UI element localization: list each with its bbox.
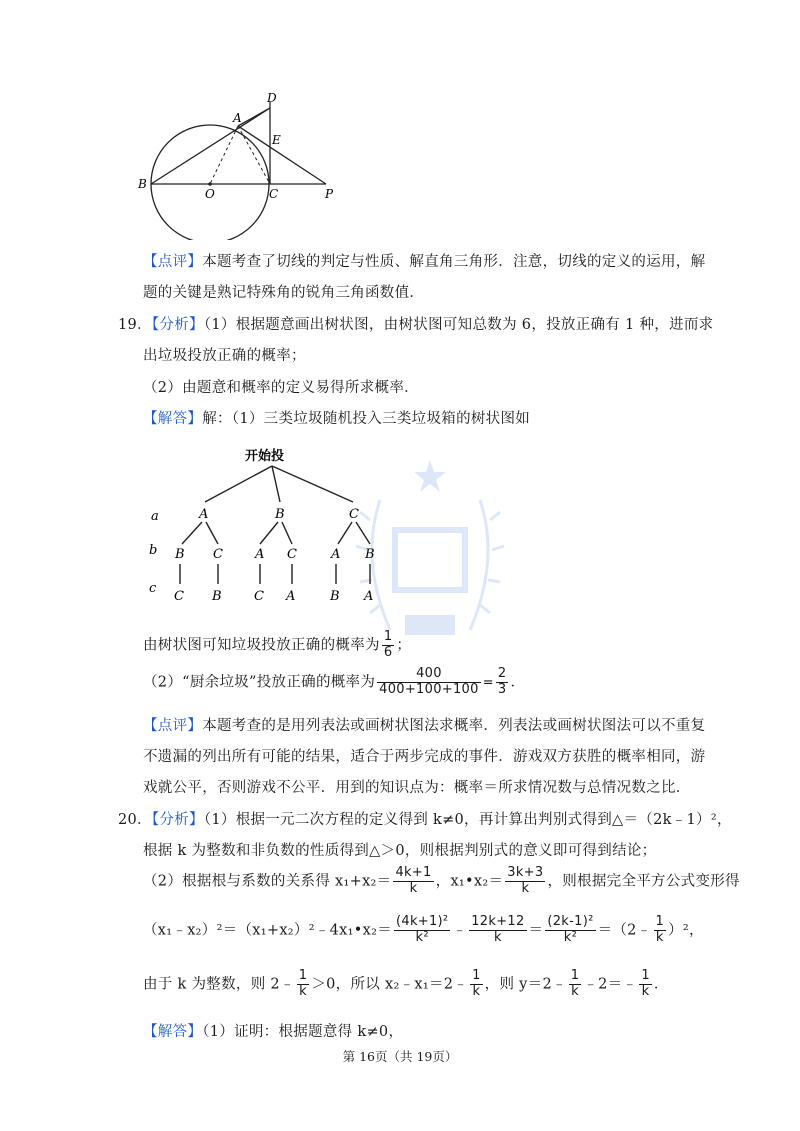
answer-tag: 【解答】 [143,411,203,427]
fraction: $\frac{1}{6}$ [383,629,393,660]
q20-analysis-line3: （2）根据根与系数的关系得 x₁+x₂＝ $\frac{4k+1}{k}$ ，x₁•x₂＝ $\frac{3k+3}{k}$ ，则根据完全平方公式变形得 [143,865,740,896]
fraction: $\frac{1}{k}$ [298,968,308,999]
tree-l2-node: A [255,547,265,562]
review-tag: 【点评】 [143,254,203,270]
fraction: $\frac{\text{(4k+1)²}}{\text{k²}}$ [396,914,449,945]
analysis-tag: 【分析】 [151,317,204,333]
tree-l3-node: B [330,589,340,604]
label-C: C [269,187,279,201]
tree-l3-node: B [212,589,222,604]
q19-review-line1: 【点评】本题考查的是用列表法或画树状图法求概率．列表法或画树状图法可以不重复 [143,718,706,734]
analysis-tag: 【分析】 [151,812,204,828]
tree-diagram [140,440,400,610]
tree-root: 开始投 [245,449,285,464]
q19-part2-line: （2）“厨余垃圾”投放正确的概率为 $\frac{400}{400+100+100}$ = $\frac{2}{3}$ ． [143,666,526,697]
q19-result-line: 由树状图可知垃圾投放正确的概率为 $\frac{1}{6}$ ； [143,629,412,660]
fraction: $\frac{1}{k}$ [655,914,665,945]
label-B: B [138,177,147,191]
label-A: A [233,111,242,125]
tree-l3-node: C [254,589,264,604]
tree-l2-node: B [175,547,185,562]
tree-l3-node: A [364,589,374,604]
label-E: E [272,133,281,147]
q18-review-line2: 题的关键是熟记特殊角的锐角三角函数值． [143,285,425,301]
page-footer: 第 16页（共 19页） [342,1049,458,1064]
fraction: $\frac{12k+12}{k}$ [471,914,525,945]
label-D: D [267,91,277,105]
tree-l2-node: A [331,547,341,562]
fraction: $\frac{1}{k}$ [570,968,580,999]
question-number: 19． [118,317,152,333]
q19-analysis-line1: 19．【分析】（1）根据题意画出树状图，由树状图可知总数为 6，投放正确有 1 种，进而求 [118,317,714,333]
tree-l1-node: A [199,507,209,522]
fraction: $\frac{\text{(2k-1)²}}{\text{k²}}$ [547,914,594,945]
tree-l2-node: C [287,547,297,562]
answer-tag: 【解答】 [143,1024,203,1040]
q20-analysis-line5: 由于 k 为整数，则 2﹣ $\frac{1}{k}$ ＞0，所以 x₂﹣x₁＝2﹣ $\frac{1}{k}$ ，则 y＝2﹣ $\frac{1}{k}$ ﹣2＝﹣ $\frac{1}{k}$ ． [143,968,669,999]
label-O: O [205,187,215,201]
q19-analysis-line3: （2）由题意和概率的定义易得所求概率． [143,380,419,396]
tree-l3-node: A [286,589,296,604]
fraction: $\frac{4k+1}{k}$ [395,865,432,896]
q19-answer-line1: 【解答】解：（1）三类垃圾随机投入三类垃圾箱的树状图如 [143,411,531,427]
q19-review-line2: 不遗漏的列出所有可能的结果，适合于两步完成的事件．游戏双方获胜的概率相同，游 [143,749,706,765]
label-P: P [325,187,334,201]
tree-l3-node: C [174,589,184,604]
q20-analysis-line4: （x₁﹣x₂）²＝（x₁+x₂）²﹣4x₁•x₂＝ $\frac{\text{(4k+1)²}}{\text{k²}}$ ﹣ $\frac{12k+12}{k}$ ＝ $\frac{\text{(2k-1)²}}{\text{k²}}$ ＝（2﹣ $\frac{1}{k}$ ）²， [143,914,704,945]
tree-l1-node: C [349,507,359,522]
q20-analysis-line1: 20．【分析】（1）根据一元二次方程的定义得到 k≠0，再计算出判别式得到△＝（2k﹣1）²， [118,812,732,828]
tree-l2-node: C [213,547,223,562]
q20-analysis-line2: 根据 k 为整数和非负数的性质得到△＞0，则根据判别式的意义即可得到结论； [143,843,657,859]
fraction: $\frac{1}{k}$ [641,968,650,999]
review-tag: 【点评】 [143,718,203,734]
fraction: $\frac{2}{3}$ [497,666,507,697]
question-number: 20． [118,812,152,828]
fraction: $\frac{3k+3}{k}$ [507,865,544,896]
tree-l2-node: B [365,547,375,562]
q20-answer-line1: 【解答】（1）证明：根据题意得 k≠0， [143,1024,404,1040]
row-label-b: b [149,543,158,558]
fraction: $\frac{400}{400+100+100}$ [379,666,479,697]
q18-review-line1: 【点评】本题考查了切线的判定与性质、解直角三角形．注意，切线的定义的运用，解 [143,254,706,270]
row-label-a: a [151,509,159,524]
tree-l1-node: B [275,507,285,522]
q19-review-line3: 戏就公平，否则游戏不公平．用到的知识点为：概率＝所求情况数与总情况数之比． [143,780,691,796]
q19-analysis-line2: 出垃圾投放正确的概率； [143,348,306,364]
fraction: $\frac{1}{k}$ [472,968,481,999]
row-label-c: c [149,581,157,596]
geometry-figure [130,90,350,240]
